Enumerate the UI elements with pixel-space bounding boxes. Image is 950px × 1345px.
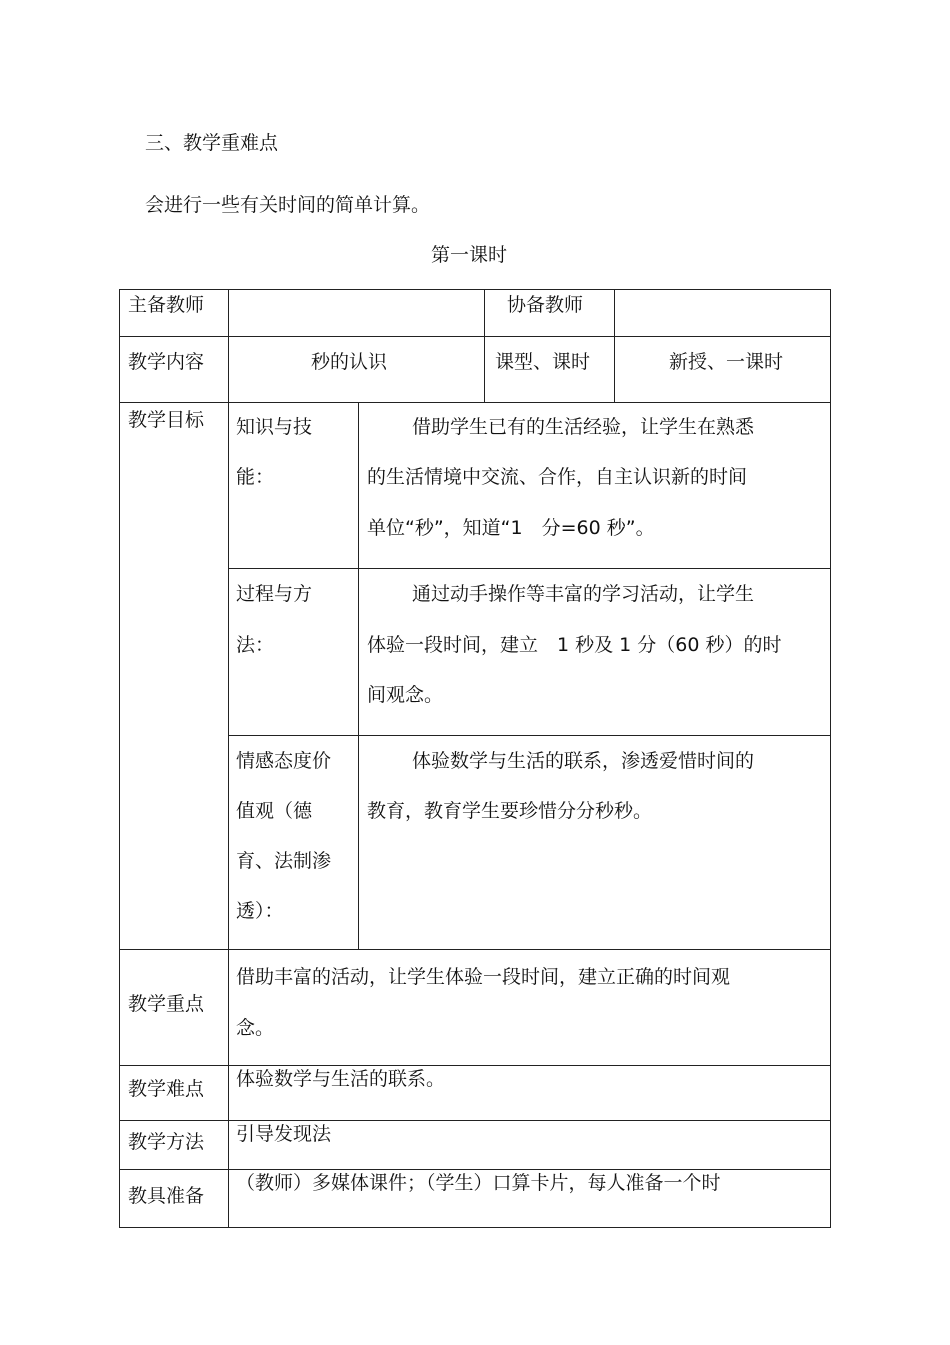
tools-label: 教具准备: [128, 1185, 205, 1207]
type-value: 新授、一课时: [669, 351, 784, 373]
goal-2-label-line-1: 过程与方: [236, 583, 313, 605]
goal-3-label-line-3: 育、法制渗: [236, 850, 332, 872]
goal-2-text-line-3: 间观念。: [367, 684, 444, 706]
lead-teacher-label: 主备教师: [128, 294, 205, 316]
lesson-title: 第一课时: [431, 244, 508, 266]
section-heading: 三、教学重难点: [145, 132, 279, 154]
content-value: 秒的认识: [311, 351, 388, 373]
goal-1-text-line-3: 单位“秒”，知道“1 分=60 秒”。: [367, 517, 655, 539]
difficulty-label: 教学难点: [128, 1078, 205, 1100]
tools-value: （教师）多媒体课件；（学生）口算卡片，每人准备一个时: [236, 1172, 721, 1194]
goal-3-label-line-4: 透）：: [236, 900, 284, 922]
content-label: 教学内容: [128, 351, 205, 373]
section-text: 会进行一些有关时间的简单计算。: [145, 194, 431, 216]
goal-3-label-line-1: 情感态度价: [236, 750, 332, 772]
goal-1-text-line-1: 借助学生已有的生活经验，让学生在熟悉: [412, 416, 755, 438]
goal-2-text-line-2: 体验一段时间，建立 1 秒及 1 分（60 秒）的时: [367, 634, 782, 656]
key-line-1: 借助丰富的活动，让学生体验一段时间，建立正确的时间观: [236, 966, 731, 988]
difficulty-value: 体验数学与生活的联系。: [236, 1068, 446, 1090]
assist-teacher-label: 协备教师: [507, 294, 584, 316]
goal-3-text-line-2: 教育，教育学生要珍惜分分秒秒。: [367, 800, 653, 822]
method-value: 引导发现法: [236, 1123, 332, 1145]
method-label: 教学方法: [128, 1131, 205, 1153]
goal-1-text-line-2: 的生活情境中交流、合作，自主认识新的时间: [367, 466, 748, 488]
goal-3-label-line-2: 值观（德: [236, 800, 313, 822]
goal-1-label-line-2: 能：: [236, 466, 275, 488]
type-label: 课型、课时: [495, 351, 591, 373]
key-label: 教学重点: [128, 993, 205, 1015]
goal-3-text-line-1: 体验数学与生活的联系，渗透爱惜时间的: [412, 750, 755, 772]
goal-1-label-line-1: 知识与技: [236, 416, 313, 438]
goal-2-text-line-1: 通过动手操作等丰富的学习活动，让学生: [412, 583, 755, 605]
goal-2-label-line-2: 法：: [236, 634, 275, 656]
goals-label: 教学目标: [128, 409, 205, 431]
key-line-2: 念。: [236, 1017, 275, 1039]
